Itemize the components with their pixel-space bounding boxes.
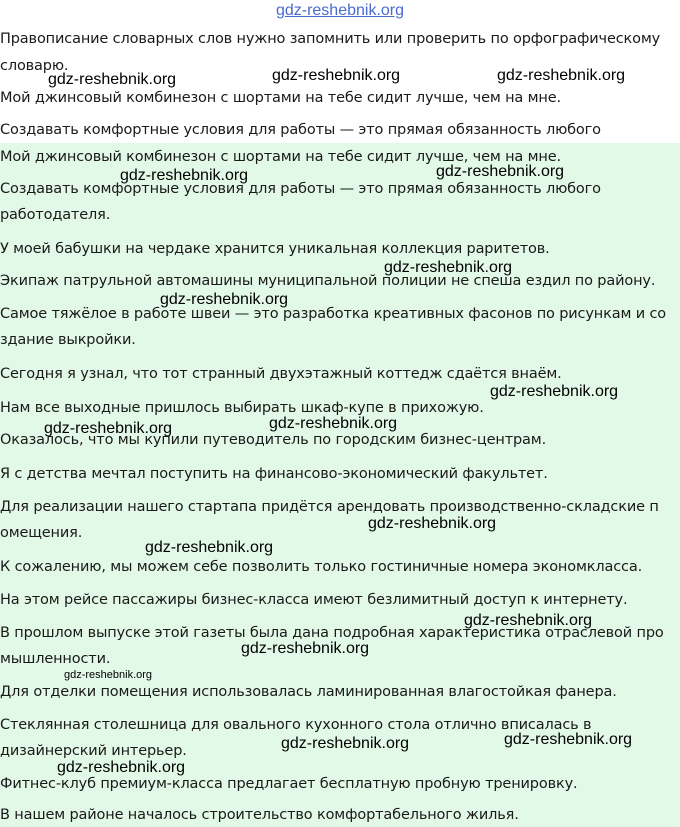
answer-line: Самое тяжёлое в работе швеи — это разработка креативных фасонов по рисункам и со xyxy=(0,306,666,322)
answer-line: Сегодня я узнал, что тот странный двухэтажный коттедж сдаётся внаём. xyxy=(0,366,562,382)
watermark: gdz-reshebnik.org xyxy=(145,539,274,556)
watermark: gdz-reshebnik.org xyxy=(504,731,633,748)
answer-line: Оказалось, что мы купили путеводитель по городским бизнес-центрам. xyxy=(0,432,547,448)
answer-line: Мой джинсовый комбинезон с шортами на тебе сидит лучше, чем на мне. xyxy=(0,149,561,165)
intro-line-2: словарю. xyxy=(0,58,69,74)
watermark: gdz-reshebnik.org xyxy=(490,383,619,400)
watermark: gdz-reshebnik.org xyxy=(384,259,513,276)
watermark: gdz-reshebnik.org xyxy=(497,67,626,84)
answer-line: Экипаж патрульной автомашины муниципальной полиции не спеша ездил по району. xyxy=(0,273,656,289)
watermark: gdz-reshebnik.org xyxy=(64,669,153,681)
watermark: gdz-reshebnik.org xyxy=(436,163,565,180)
answer-line: омещения. xyxy=(0,525,83,541)
watermark: gdz-reshebnik.org xyxy=(120,167,249,184)
answer-line: На этом рейсе пассажиры бизнес-класса имеют безлимитный доступ к интернету. xyxy=(0,592,628,608)
watermark: gdz-reshebnik.org xyxy=(272,67,401,84)
answer-line: Нам все выходные пришлось выбирать шкаф-купе в прихожую. xyxy=(0,400,484,416)
answer-line: Я с детства мечтал поступить на финансово-экономический факультет. xyxy=(0,466,548,482)
answer-line: мышленности. xyxy=(0,651,111,667)
watermark: gdz-reshebnik.org xyxy=(44,420,173,437)
watermark: gdz-reshebnik.org xyxy=(160,291,289,308)
answer-line: работодателя. xyxy=(0,207,111,223)
answer-line: В нашем районе началось строительство комфортабельного жилья. xyxy=(0,807,519,823)
watermark: gdz-reshebnik.org xyxy=(269,415,398,432)
watermark: gdz-reshebnik.org xyxy=(241,640,370,657)
intro-line-1: Правописание словарных слов нужно запомнить или проверить по орфографическому xyxy=(0,31,661,47)
answer-line: Создавать комфортные условия для работы — это прямая обязанность любого xyxy=(0,181,601,197)
watermark: gdz-reshebnik.org xyxy=(57,759,186,776)
answer-line: К сожалению, мы можем себе позволить только гостиничные номера экономкласса. xyxy=(0,559,643,575)
watermark: gdz-reshebnik.org xyxy=(281,735,410,752)
answer-line: Для реализации нашего стартапа придётся арендовать производственно-складские п xyxy=(0,499,659,515)
answer-line: здание выкройки. xyxy=(0,332,136,348)
answer-line: Для отделки помещения использовалась ламинированная влагостойкая фанера. xyxy=(0,684,617,700)
answer-line: Фитнес-клуб премиум-класса предлагает бесплатную пробную тренировку. xyxy=(0,776,578,792)
plain-sentence-1: Мой джинсовый комбинезон с шортами на тебе сидит лучше, чем на мне. xyxy=(0,90,561,106)
answer-line: У моей бабушки на чердаке хранится уникальная коллекция раритетов. xyxy=(0,241,550,257)
watermark: gdz-reshebnik.org xyxy=(464,612,593,629)
watermark: gdz-reshebnik.org xyxy=(48,71,177,88)
watermark: gdz-reshebnik.org xyxy=(368,515,497,532)
plain-sentence-2: Создавать комфортные условия для работы — это прямая обязанность любого xyxy=(0,122,601,138)
answer-line: В прошлом выпуске этой газеты была дана подробная характеристика отраслевой про xyxy=(0,625,664,641)
answer-line: Стеклянная столешница для овального кухонного стола отлично вписалась в xyxy=(0,717,592,733)
answer-line: дизайнерский интерьер. xyxy=(0,743,187,759)
site-link[interactable]: gdz-reshebnik.org xyxy=(275,2,405,19)
